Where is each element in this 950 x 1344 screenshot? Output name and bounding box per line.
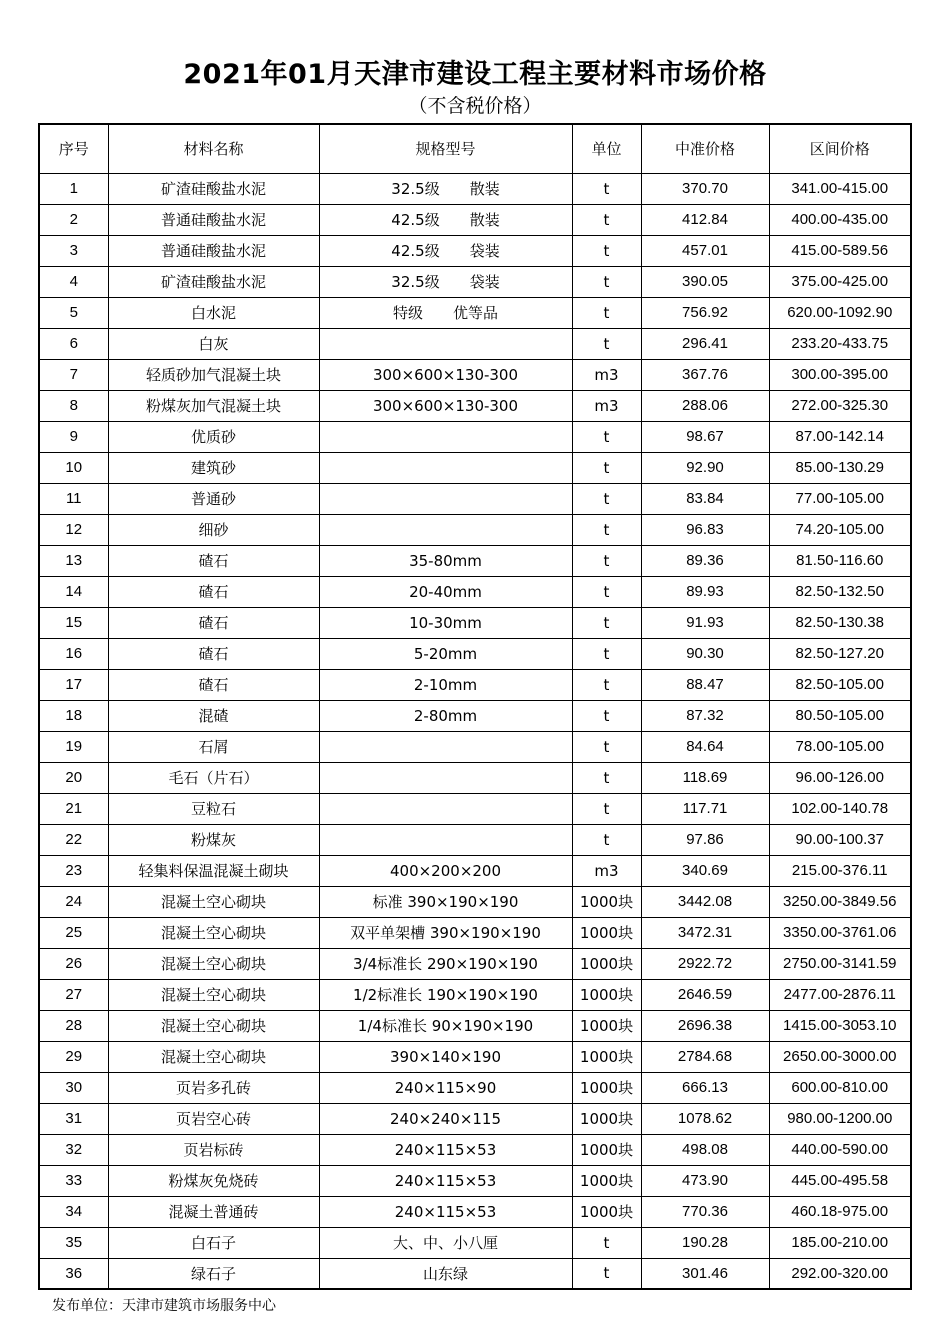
- cell-mid-price: 457.01: [641, 235, 769, 266]
- cell-index: 11: [39, 483, 108, 514]
- table-row: [39, 917, 911, 948]
- cell-index: 35: [39, 1227, 108, 1258]
- cell-unit: t: [572, 607, 641, 638]
- cell-index: 21: [39, 793, 108, 824]
- cell-material-name: 碴石: [108, 576, 319, 607]
- cell-price-range: 82.50-132.50: [769, 576, 911, 607]
- cell-unit: t: [572, 204, 641, 235]
- cell-unit: t: [572, 235, 641, 266]
- cell-index: 9: [39, 421, 108, 452]
- table-row: [39, 483, 911, 514]
- cell-spec: [319, 762, 572, 793]
- cell-price-range: 82.50-105.00: [769, 669, 911, 700]
- cell-mid-price: 91.93: [641, 607, 769, 638]
- cell-index: 18: [39, 700, 108, 731]
- cell-price-range: 445.00-495.58: [769, 1165, 911, 1196]
- cell-index: 17: [39, 669, 108, 700]
- cell-material-name: 豆粒石: [108, 793, 319, 824]
- cell-unit: t: [572, 421, 641, 452]
- cell-index: 7: [39, 359, 108, 390]
- cell-price-range: 3350.00-3761.06: [769, 917, 911, 948]
- cell-price-range: 272.00-325.30: [769, 390, 911, 421]
- cell-spec: 1/4标准长 90×190×190: [319, 1010, 572, 1041]
- cell-mid-price: 2784.68: [641, 1041, 769, 1072]
- cell-price-range: 81.50-116.60: [769, 545, 911, 576]
- cell-spec: 双平单架槽 390×190×190: [319, 917, 572, 948]
- cell-material-name: 页岩空心砖: [108, 1103, 319, 1134]
- cell-index: 4: [39, 266, 108, 297]
- cell-spec: 大、中、小八厘: [319, 1227, 572, 1258]
- cell-index: 29: [39, 1041, 108, 1072]
- cell-unit: t: [572, 1227, 641, 1258]
- cell-index: 8: [39, 390, 108, 421]
- cell-mid-price: 88.47: [641, 669, 769, 700]
- cell-price-range: 620.00-1092.90: [769, 297, 911, 328]
- cell-spec: [319, 824, 572, 855]
- cell-material-name: 白水泥: [108, 297, 319, 328]
- cell-mid-price: 89.93: [641, 576, 769, 607]
- table-row: [39, 886, 911, 917]
- cell-spec: 2-10mm: [319, 669, 572, 700]
- table-row: [39, 1165, 911, 1196]
- cell-spec: 400×200×200: [319, 855, 572, 886]
- cell-mid-price: 288.06: [641, 390, 769, 421]
- cell-unit: 1000块: [572, 1103, 641, 1134]
- cell-spec: 20-40mm: [319, 576, 572, 607]
- cell-mid-price: 2646.59: [641, 979, 769, 1010]
- cell-material-name: 碴石: [108, 545, 319, 576]
- cell-material-name: 碴石: [108, 607, 319, 638]
- cell-material-name: 混碴: [108, 700, 319, 731]
- table-row: [39, 855, 911, 886]
- cell-index: 14: [39, 576, 108, 607]
- cell-index: 20: [39, 762, 108, 793]
- table-row: [39, 1103, 911, 1134]
- cell-unit: t: [572, 1258, 641, 1289]
- table-row: [39, 390, 911, 421]
- cell-mid-price: 2696.38: [641, 1010, 769, 1041]
- cell-spec: [319, 483, 572, 514]
- table-row: [39, 607, 911, 638]
- cell-material-name: 页岩标砖: [108, 1134, 319, 1165]
- cell-index: 33: [39, 1165, 108, 1196]
- cell-mid-price: 3472.31: [641, 917, 769, 948]
- table-row: [39, 700, 911, 731]
- cell-material-name: 混凝土空心砌块: [108, 1041, 319, 1072]
- cell-index: 2: [39, 204, 108, 235]
- cell-index: 5: [39, 297, 108, 328]
- cell-spec: 240×115×53: [319, 1196, 572, 1227]
- cell-spec: 300×600×130-300: [319, 359, 572, 390]
- cell-index: 10: [39, 452, 108, 483]
- cell-spec: 2-80mm: [319, 700, 572, 731]
- cell-spec: 10-30mm: [319, 607, 572, 638]
- cell-price-range: 400.00-435.00: [769, 204, 911, 235]
- cell-mid-price: 301.46: [641, 1258, 769, 1289]
- cell-price-range: 1415.00-3053.10: [769, 1010, 911, 1041]
- cell-spec: 300×600×130-300: [319, 390, 572, 421]
- table-row: [39, 173, 911, 204]
- cell-index: 32: [39, 1134, 108, 1165]
- cell-mid-price: 498.08: [641, 1134, 769, 1165]
- cell-spec: 42.5级 散装: [319, 204, 572, 235]
- cell-spec: 240×115×90: [319, 1072, 572, 1103]
- cell-unit: 1000块: [572, 979, 641, 1010]
- cell-material-name: 普通硅酸盐水泥: [108, 204, 319, 235]
- cell-index: 36: [39, 1258, 108, 1289]
- table-row: [39, 1227, 911, 1258]
- cell-index: 31: [39, 1103, 108, 1134]
- cell-price-range: 85.00-130.29: [769, 452, 911, 483]
- cell-index: 12: [39, 514, 108, 545]
- cell-material-name: 粉煤灰: [108, 824, 319, 855]
- cell-index: 6: [39, 328, 108, 359]
- cell-price-range: 90.00-100.37: [769, 824, 911, 855]
- cell-mid-price: 118.69: [641, 762, 769, 793]
- cell-material-name: 混凝土空心砌块: [108, 917, 319, 948]
- cell-material-name: 普通砂: [108, 483, 319, 514]
- cell-mid-price: 367.76: [641, 359, 769, 390]
- cell-unit: m3: [572, 855, 641, 886]
- cell-price-range: 460.18-975.00: [769, 1196, 911, 1227]
- cell-unit: t: [572, 638, 641, 669]
- table-header-row: [39, 124, 911, 173]
- cell-price-range: 185.00-210.00: [769, 1227, 911, 1258]
- cell-price-range: 980.00-1200.00: [769, 1103, 911, 1134]
- cell-unit: t: [572, 514, 641, 545]
- cell-spec: 42.5级 袋装: [319, 235, 572, 266]
- table-row: [39, 762, 911, 793]
- cell-price-range: 74.20-105.00: [769, 514, 911, 545]
- cell-mid-price: 756.92: [641, 297, 769, 328]
- cell-spec: 32.5级 散装: [319, 173, 572, 204]
- cell-unit: 1000块: [572, 1041, 641, 1072]
- cell-index: 30: [39, 1072, 108, 1103]
- cell-index: 1: [39, 173, 108, 204]
- cell-unit: 1000块: [572, 1196, 641, 1227]
- cell-mid-price: 473.90: [641, 1165, 769, 1196]
- cell-material-name: 白灰: [108, 328, 319, 359]
- table-row: [39, 266, 911, 297]
- cell-index: 16: [39, 638, 108, 669]
- table-row: [39, 669, 911, 700]
- cell-spec: [319, 793, 572, 824]
- cell-price-range: 600.00-810.00: [769, 1072, 911, 1103]
- cell-spec: [319, 452, 572, 483]
- cell-unit: 1000块: [572, 1010, 641, 1041]
- cell-material-name: 白石子: [108, 1227, 319, 1258]
- cell-mid-price: 1078.62: [641, 1103, 769, 1134]
- cell-price-range: 2650.00-3000.00: [769, 1041, 911, 1072]
- cell-material-name: 建筑砂: [108, 452, 319, 483]
- cell-price-range: 2477.00-2876.11: [769, 979, 911, 1010]
- cell-mid-price: 87.32: [641, 700, 769, 731]
- cell-material-name: 粉煤灰免烧砖: [108, 1165, 319, 1196]
- cell-mid-price: 84.64: [641, 731, 769, 762]
- cell-spec: 标准 390×190×190: [319, 886, 572, 917]
- table-row: [39, 235, 911, 266]
- cell-index: 19: [39, 731, 108, 762]
- table-row: [39, 948, 911, 979]
- cell-unit: t: [572, 700, 641, 731]
- cell-unit: t: [572, 576, 641, 607]
- table-row: [39, 824, 911, 855]
- header-mid-price: 中准价格: [641, 124, 769, 173]
- cell-material-name: 混凝土空心砌块: [108, 948, 319, 979]
- cell-spec: 240×115×53: [319, 1165, 572, 1196]
- price-table: [38, 123, 912, 1290]
- cell-mid-price: 370.70: [641, 173, 769, 204]
- cell-material-name: 混凝土空心砌块: [108, 979, 319, 1010]
- page-subtitle: （不含税价格）: [408, 95, 542, 117]
- table-row: [39, 1134, 911, 1165]
- cell-spec: 32.5级 袋装: [319, 266, 572, 297]
- table-row: [39, 545, 911, 576]
- cell-mid-price: 83.84: [641, 483, 769, 514]
- table-row: [39, 452, 911, 483]
- cell-price-range: 300.00-395.00: [769, 359, 911, 390]
- cell-price-range: 440.00-590.00: [769, 1134, 911, 1165]
- header-unit: 单位: [572, 124, 641, 173]
- cell-price-range: 78.00-105.00: [769, 731, 911, 762]
- table-row: [39, 793, 911, 824]
- cell-index: 23: [39, 855, 108, 886]
- cell-price-range: 80.50-105.00: [769, 700, 911, 731]
- cell-material-name: 轻质砂加气混凝土块: [108, 359, 319, 390]
- cell-spec: 390×140×190: [319, 1041, 572, 1072]
- header-index: 序号: [39, 124, 108, 173]
- table-row: [39, 1041, 911, 1072]
- table-row: [39, 1258, 911, 1289]
- cell-index: 26: [39, 948, 108, 979]
- cell-mid-price: 96.83: [641, 514, 769, 545]
- cell-price-range: 233.20-433.75: [769, 328, 911, 359]
- cell-material-name: 粉煤灰加气混凝土块: [108, 390, 319, 421]
- cell-material-name: 页岩多孔砖: [108, 1072, 319, 1103]
- cell-mid-price: 666.13: [641, 1072, 769, 1103]
- cell-unit: t: [572, 452, 641, 483]
- cell-unit: t: [572, 762, 641, 793]
- cell-material-name: 轻集料保温混凝土砌块: [108, 855, 319, 886]
- cell-spec: [319, 514, 572, 545]
- cell-unit: 1000块: [572, 948, 641, 979]
- page-title: 2021年01月天津市建设工程主要材料市场价格: [183, 59, 767, 90]
- cell-unit: t: [572, 173, 641, 204]
- table-body: [39, 173, 911, 1289]
- cell-price-range: 375.00-425.00: [769, 266, 911, 297]
- cell-material-name: 优质砂: [108, 421, 319, 452]
- cell-mid-price: 390.05: [641, 266, 769, 297]
- table-row: [39, 359, 911, 390]
- cell-spec: [319, 328, 572, 359]
- cell-price-range: 341.00-415.00: [769, 173, 911, 204]
- header-price-range: 区间价格: [769, 124, 911, 173]
- cell-unit: m3: [572, 390, 641, 421]
- cell-spec: 1/2标准长 190×190×190: [319, 979, 572, 1010]
- cell-index: 25: [39, 917, 108, 948]
- cell-mid-price: 90.30: [641, 638, 769, 669]
- cell-mid-price: 92.90: [641, 452, 769, 483]
- cell-unit: t: [572, 328, 641, 359]
- cell-unit: t: [572, 297, 641, 328]
- header-material-name: 材料名称: [108, 124, 319, 173]
- cell-mid-price: 117.71: [641, 793, 769, 824]
- cell-price-range: 82.50-127.20: [769, 638, 911, 669]
- cell-unit: t: [572, 266, 641, 297]
- table-row: [39, 1072, 911, 1103]
- cell-index: 13: [39, 545, 108, 576]
- cell-material-name: 矿渣硅酸盐水泥: [108, 173, 319, 204]
- cell-material-name: 石屑: [108, 731, 319, 762]
- table-row: [39, 421, 911, 452]
- cell-spec: 35-80mm: [319, 545, 572, 576]
- table-row: [39, 1196, 911, 1227]
- cell-material-name: 碴石: [108, 638, 319, 669]
- cell-material-name: 普通硅酸盐水泥: [108, 235, 319, 266]
- cell-unit: t: [572, 824, 641, 855]
- cell-unit: t: [572, 669, 641, 700]
- cell-mid-price: 3442.08: [641, 886, 769, 917]
- cell-material-name: 矿渣硅酸盐水泥: [108, 266, 319, 297]
- cell-index: 24: [39, 886, 108, 917]
- cell-index: 15: [39, 607, 108, 638]
- cell-spec: 240×240×115: [319, 1103, 572, 1134]
- cell-price-range: 102.00-140.78: [769, 793, 911, 824]
- cell-mid-price: 190.28: [641, 1227, 769, 1258]
- cell-spec: 3/4标准长 290×190×190: [319, 948, 572, 979]
- cell-price-range: 215.00-376.11: [769, 855, 911, 886]
- cell-unit: t: [572, 793, 641, 824]
- cell-spec: 特级 优等品: [319, 297, 572, 328]
- header-spec: 规格型号: [319, 124, 572, 173]
- cell-unit: t: [572, 545, 641, 576]
- table-row: [39, 297, 911, 328]
- table-row: [39, 576, 911, 607]
- cell-index: 22: [39, 824, 108, 855]
- cell-price-range: 77.00-105.00: [769, 483, 911, 514]
- cell-price-range: 292.00-320.00: [769, 1258, 911, 1289]
- publisher-footer: 发布单位：天津市建筑市场服务中心: [52, 1298, 276, 1314]
- cell-spec: [319, 731, 572, 762]
- cell-index: 28: [39, 1010, 108, 1041]
- cell-material-name: 混凝土普通砖: [108, 1196, 319, 1227]
- cell-material-name: 毛石（片石）: [108, 762, 319, 793]
- table-row: [39, 328, 911, 359]
- cell-material-name: 细砂: [108, 514, 319, 545]
- cell-unit: 1000块: [572, 917, 641, 948]
- cell-price-range: 3250.00-3849.56: [769, 886, 911, 917]
- cell-mid-price: 97.86: [641, 824, 769, 855]
- table-row: [39, 1010, 911, 1041]
- cell-mid-price: 89.36: [641, 545, 769, 576]
- cell-spec: 山东绿: [319, 1258, 572, 1289]
- cell-unit: t: [572, 731, 641, 762]
- table-row: [39, 638, 911, 669]
- cell-price-range: 87.00-142.14: [769, 421, 911, 452]
- cell-unit: m3: [572, 359, 641, 390]
- table-row: [39, 979, 911, 1010]
- cell-index: 3: [39, 235, 108, 266]
- cell-material-name: 混凝土空心砌块: [108, 1010, 319, 1041]
- cell-mid-price: 2922.72: [641, 948, 769, 979]
- cell-unit: 1000块: [572, 1072, 641, 1103]
- cell-unit: t: [572, 483, 641, 514]
- cell-unit: 1000块: [572, 1134, 641, 1165]
- cell-mid-price: 412.84: [641, 204, 769, 235]
- cell-spec: [319, 421, 572, 452]
- cell-material-name: 碴石: [108, 669, 319, 700]
- table-row: [39, 204, 911, 235]
- cell-index: 34: [39, 1196, 108, 1227]
- cell-material-name: 绿石子: [108, 1258, 319, 1289]
- cell-mid-price: 98.67: [641, 421, 769, 452]
- cell-mid-price: 770.36: [641, 1196, 769, 1227]
- cell-material-name: 混凝土空心砌块: [108, 886, 319, 917]
- cell-spec: 5-20mm: [319, 638, 572, 669]
- cell-price-range: 415.00-589.56: [769, 235, 911, 266]
- cell-price-range: 96.00-126.00: [769, 762, 911, 793]
- cell-price-range: 2750.00-3141.59: [769, 948, 911, 979]
- cell-price-range: 82.50-130.38: [769, 607, 911, 638]
- table-row: [39, 731, 911, 762]
- cell-unit: 1000块: [572, 1165, 641, 1196]
- cell-mid-price: 340.69: [641, 855, 769, 886]
- cell-index: 27: [39, 979, 108, 1010]
- cell-unit: 1000块: [572, 886, 641, 917]
- cell-spec: 240×115×53: [319, 1134, 572, 1165]
- cell-mid-price: 296.41: [641, 328, 769, 359]
- table-row: [39, 514, 911, 545]
